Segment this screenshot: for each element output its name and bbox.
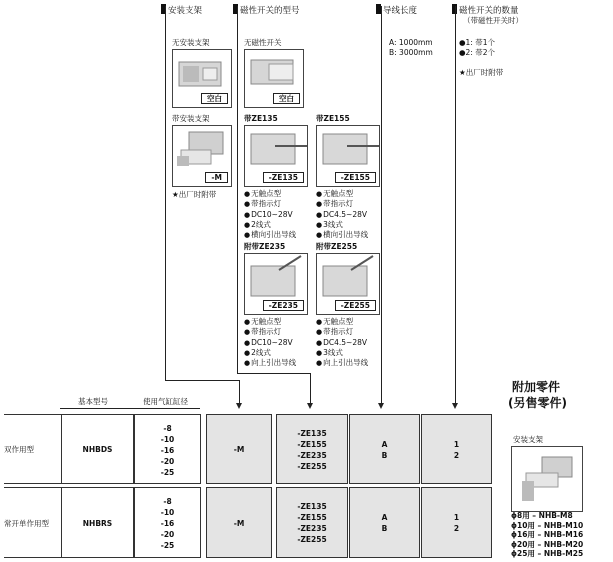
switch-ze235-image [244, 253, 308, 315]
accessory-item: ϕ10用 – NHB-M10 [511, 520, 584, 530]
switch-ze135-tag: -ZE135 [263, 172, 304, 183]
features-ze155: ● 无触点型 ● 带指示灯 ● DC4.5~28V ● 3线式 ● 横向引出导线 [316, 189, 368, 240]
accessory-title: 附加零件 [512, 380, 561, 394]
switch-none-label: 无磁性开关 [244, 38, 282, 47]
header-rule [60, 408, 200, 409]
row2-bores: -8 -10 -16 -20 -25 [134, 487, 201, 558]
switch-ze255-image [316, 253, 380, 315]
bracket-note: ★出厂时附带 [172, 190, 217, 199]
bracket-none-label: 无安装支架 [172, 38, 210, 47]
row2-type: 常开单作用型 [4, 487, 61, 558]
lead-option-a: A: 1000mm [389, 38, 433, 47]
features-ze235: ● 无触点型 ● 带指示灯 ● DC10~28V ● 2线式 ● 向上引出导线 [244, 317, 296, 368]
connector-switch-drop [310, 373, 311, 403]
connector-bracket-drop [239, 380, 240, 403]
row1-leads: A B [349, 414, 420, 484]
qty-option-1: ●1: 带1个 [459, 38, 495, 47]
col-bore: 使用气缸缸径 [143, 397, 188, 406]
switch-ze255-label: 附带ZE255 [316, 242, 358, 251]
connector-bracket-hline [165, 380, 239, 381]
bracket-illustration [512, 447, 582, 511]
row2-qty: 1 2 [421, 487, 492, 558]
row1-type: 双作用型 [4, 414, 61, 484]
accessory-item: ϕ16用 – NHB-M16 [511, 530, 584, 539]
bracket-with-image [172, 125, 232, 187]
bracket-with-tag: -M [205, 172, 228, 183]
col-basic-model: 基本型号 [78, 397, 108, 406]
header-switch-qty-sub: （带磁性开关时） [463, 16, 523, 25]
connector-bracket-line [165, 6, 166, 380]
header-bracket: 安装支架 [161, 4, 202, 16]
features-ze135: ● 无触点型 ● 带指示灯 ● DC10~28V ● 2线式 ● 横向引出导线 [244, 189, 296, 240]
switch-ze155-image [316, 125, 380, 187]
switch-ze235-label: 附带ZE235 [244, 242, 286, 251]
switch-none-tag: 空白 [273, 93, 300, 104]
connector-lead-line [381, 6, 382, 403]
accessory-bracket-image [511, 446, 583, 512]
switch-ze135-image [244, 125, 308, 187]
connector-switch-line [237, 6, 238, 373]
arrow-switch [307, 403, 313, 409]
row1-qty: 1 2 [421, 414, 492, 484]
arrow-bracket [236, 403, 242, 409]
accessory-subtitle: (另售零件) [508, 396, 567, 410]
switch-ze135-label: 带ZE135 [244, 114, 278, 123]
switch-ze155-label: 带ZE155 [316, 114, 350, 123]
connector-switch-hline [237, 373, 310, 374]
accessory-bracket-label: 安装支架 [513, 435, 543, 444]
row1-bores: -8 -10 -16 -20 -25 [134, 414, 201, 484]
header-switch-qty: 磁性开关的数量 [452, 4, 519, 16]
connector-qty-line [455, 6, 456, 403]
switch-ze235-tag: -ZE235 [263, 300, 304, 311]
bracket-none-tag: 空白 [201, 93, 228, 104]
arrow-lead [378, 403, 384, 409]
accessory-item: ϕ25用 – NHB-M25 [511, 549, 584, 558]
switch-none-image [244, 49, 304, 108]
header-lead-length: 导线长度 [376, 4, 417, 16]
accessory-item: ϕ8用 – NHB-M8 [511, 511, 573, 520]
arrow-qty [452, 403, 458, 409]
switch-ze155-tag: -ZE155 [335, 172, 376, 183]
bracket-with-label: 带安装支架 [172, 114, 210, 123]
accessory-item: ϕ20用 – NHB-M20 [511, 539, 584, 549]
qty-note: ★出厂时附带 [459, 68, 504, 77]
row2-bracket: -M [206, 487, 272, 558]
switch-ze255-tag: -ZE255 [335, 300, 376, 311]
features-ze255: ● 无触点型 ● 带指示灯 ● DC4.5~28V ● 3线式 ● 向上引出导线 [316, 317, 368, 368]
qty-option-2: ●2: 带2个 [459, 48, 495, 57]
row2-switches: -ZE135 -ZE155 -ZE235 -ZE255 [276, 487, 348, 558]
row2-model: NHBRS [61, 487, 134, 558]
row1-model: NHBDS [61, 414, 134, 484]
header-switch-model: 磁性开关的型号 [233, 4, 300, 16]
lead-option-b: B: 3000mm [389, 48, 433, 57]
row1-switches: -ZE135 -ZE155 -ZE235 -ZE255 [276, 414, 348, 484]
accessory-list [511, 511, 583, 559]
row1-bracket: -M [206, 414, 272, 484]
bracket-none-image [172, 49, 232, 108]
row2-leads: A B [349, 487, 420, 558]
